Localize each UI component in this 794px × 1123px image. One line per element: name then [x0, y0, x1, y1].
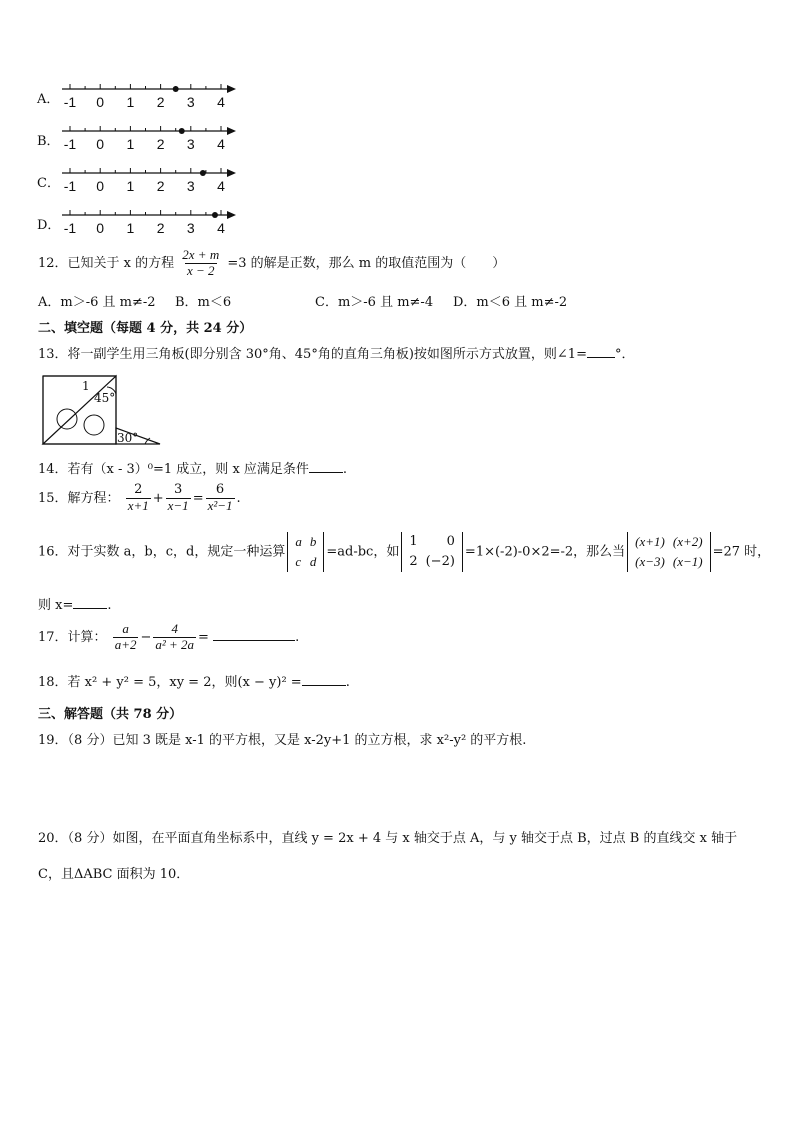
q12-fraction	[180, 248, 221, 279]
q17-f2-num: 4	[171, 621, 178, 636]
q17-minus: −	[140, 629, 152, 645]
number-line-tick-label: 3	[186, 94, 195, 110]
q11-option-letter: A．	[37, 92, 60, 107]
number-line-solid-dot	[212, 212, 218, 218]
number-line-tick-label: 2	[156, 178, 165, 194]
diagonal-edge	[43, 376, 116, 444]
number-line-tick-label: 3	[186, 178, 195, 194]
det2-b: 0	[446, 534, 455, 549]
number-line	[0, 122, 250, 154]
q18-answer-blank	[302, 685, 346, 686]
det1-b: b	[309, 534, 317, 549]
number-line-tick-label: 4	[217, 178, 225, 194]
circle-hole-right	[84, 415, 104, 435]
q11-option-letter: B．	[37, 134, 60, 149]
q17-eq: =	[198, 629, 209, 645]
q17-prefix: 17．计算：	[38, 629, 107, 645]
q16-end: .	[107, 598, 112, 613]
q15-prefix: 15．解方程：	[38, 490, 120, 506]
number-line	[0, 206, 250, 238]
number-line	[0, 164, 250, 196]
det2-d: (−2)	[425, 554, 455, 570]
angle-30-label: 30°	[117, 431, 139, 445]
q16-stem	[38, 532, 770, 572]
number-line-tick-label: 0	[96, 94, 105, 110]
number-line-tick-label: 2	[156, 220, 165, 236]
q16-line2-text: 则 x=	[38, 598, 74, 613]
det2-c: 2	[409, 554, 418, 570]
q15-plus: +	[152, 490, 164, 506]
q17-stem	[38, 622, 299, 653]
number-line-tick-label: 1	[126, 94, 135, 110]
number-line-arrow-icon	[227, 127, 236, 135]
number-line-tick-label: -1	[63, 220, 77, 236]
q11-option-letter: C．	[37, 176, 60, 191]
q12-frac-den: x − 2	[186, 262, 215, 278]
number-line-arrow-icon	[227, 169, 236, 177]
q12-option-b: B．m＜6	[175, 295, 232, 310]
q14-answer-blank	[309, 472, 343, 473]
q17-frac-2	[153, 622, 196, 653]
q12-option-c: C．m＞-6 且 m≠-4	[315, 295, 434, 310]
section-3-heading: 三、解答题（共 78 分）	[38, 707, 183, 722]
q18-end: .	[345, 675, 350, 690]
q17-f1-den: a+2	[114, 636, 137, 652]
det3-c: (x−3)	[635, 554, 665, 570]
number-line-arrow-icon	[227, 85, 236, 93]
angle-45-label: 45°	[94, 391, 116, 405]
q12-option-d: D．m＜6 且 m≠-2	[453, 295, 568, 310]
number-line-tick-label: 1	[126, 136, 135, 152]
q15-end: .	[236, 490, 241, 506]
q15-f3-den: x²−1	[207, 497, 233, 513]
q14-text: 14．若有（x - 3）⁰=1 成立，则 x 应满足条件	[38, 462, 309, 477]
number-line-tick-label: -1	[63, 178, 77, 194]
number-line-tick-label: 0	[96, 178, 105, 194]
number-line-tick-label: 2	[156, 94, 165, 110]
q15-eq: =	[192, 490, 204, 506]
q15-frac-2	[166, 483, 191, 514]
number-line-tick-label: -1	[63, 136, 77, 152]
number-line-tick-label: -1	[63, 94, 77, 110]
circle-hole-left	[57, 409, 77, 429]
q13-text: 13．将一副学生用三角板(即分别含 30°角、45°角的直角三角板)按如图所示方式放置，则∠1=	[38, 347, 587, 362]
q15-frac-1	[126, 483, 151, 514]
q15-f2-den: x−1	[167, 497, 189, 513]
q15-f1-num: 2	[134, 482, 143, 497]
q17-end: .	[295, 629, 300, 645]
q12-option-a: A．m＞-6 且 m≠-2	[38, 295, 156, 310]
number-line-solid-dot	[179, 128, 185, 134]
q17-answer-blank	[213, 640, 295, 641]
q16-mid3: =27 时，	[712, 544, 771, 560]
q20-line1: 20．（8 分）如图，在平面直角坐标系中，直线 y = 2x + 4 与 x 轴交于点 A，与 y 轴交于点 B，过点 B 的直线交 x 轴于	[38, 831, 738, 846]
number-line-tick-label: 1	[126, 220, 135, 236]
q12-stem	[38, 248, 505, 279]
section-2-heading: 二、填空题（每题 4 分，共 24 分）	[38, 321, 253, 336]
q15-f1-den: x+1	[127, 497, 149, 513]
number-line-tick-label: 0	[96, 136, 105, 152]
q12-suffix: =3 的解是正数，那么 m 的取值范围为（ ）	[227, 255, 506, 271]
q13-answer-blank	[587, 357, 615, 358]
q16-determinant-example	[401, 532, 463, 572]
det3-b: (x+2)	[672, 534, 703, 549]
q15-stem	[38, 483, 241, 514]
q14-end: .	[342, 462, 348, 477]
number-line-tick-label: 4	[217, 94, 225, 110]
q17-f2-den: a² + 2a	[155, 636, 195, 652]
number-line-tick-label: 2	[156, 136, 165, 152]
q16-mid2: =1×(-2)-0×2=-2，那么当	[464, 544, 626, 560]
number-line-solid-dot	[200, 170, 206, 176]
q18-text: 18．若 x² + y² = 5，xy = 2，则(x − y)² =	[38, 675, 302, 690]
q17-frac-1	[113, 622, 139, 653]
det1-a: a	[295, 534, 302, 549]
number-line	[0, 80, 250, 112]
det2-a: 1	[409, 534, 418, 549]
number-line-tick-label: 1	[126, 178, 135, 194]
angle-1-label: 1	[82, 379, 90, 393]
q20-line2: C，且ΔABC 面积为 10．	[38, 867, 190, 882]
q14-stem	[38, 458, 347, 477]
q16-prefix: 16．对于实数 a，b，c，d，规定一种运算	[38, 544, 286, 560]
q12-prefix: 12．已知关于 x 的方程	[38, 255, 175, 271]
q15-frac-3	[206, 483, 235, 514]
q16-determinant-x	[627, 532, 710, 572]
number-line-tick-label: 4	[217, 136, 225, 152]
q12-frac-num: 2x + m	[182, 247, 220, 262]
q16-answer-blank	[73, 608, 107, 609]
number-line-tick-label: 4	[217, 220, 225, 236]
det1-c: c	[295, 554, 302, 570]
number-line-arrow-icon	[227, 211, 236, 219]
q16-determinant-abcd	[287, 532, 324, 572]
q16-mid1: =ad-bc，如	[326, 544, 400, 560]
det3-d: (x−1)	[672, 554, 703, 570]
number-line-tick-label: 3	[186, 220, 195, 236]
q13-unit: °．	[614, 347, 635, 362]
q11-option-letter: D．	[37, 218, 61, 233]
det3-a: (x+1)	[635, 534, 665, 549]
q15-f3-num: 6	[215, 482, 225, 497]
number-line-tick-label: 0	[96, 220, 105, 236]
q18-stem	[38, 671, 350, 690]
det1-d: d	[309, 554, 317, 570]
number-line-tick-label: 3	[186, 136, 195, 152]
q16-line2	[38, 594, 112, 613]
q17-f1-num: a	[122, 621, 129, 636]
q13-stem	[38, 343, 634, 362]
triangle-figure	[40, 372, 164, 448]
q19-stem: 19．（8 分）已知 3 既是 x-1 的平方根，又是 x-2y+1 的立方根，求 x²-y² 的平方根.	[38, 733, 527, 748]
number-line-solid-dot	[173, 86, 179, 92]
q15-f2-num: 3	[174, 482, 183, 497]
